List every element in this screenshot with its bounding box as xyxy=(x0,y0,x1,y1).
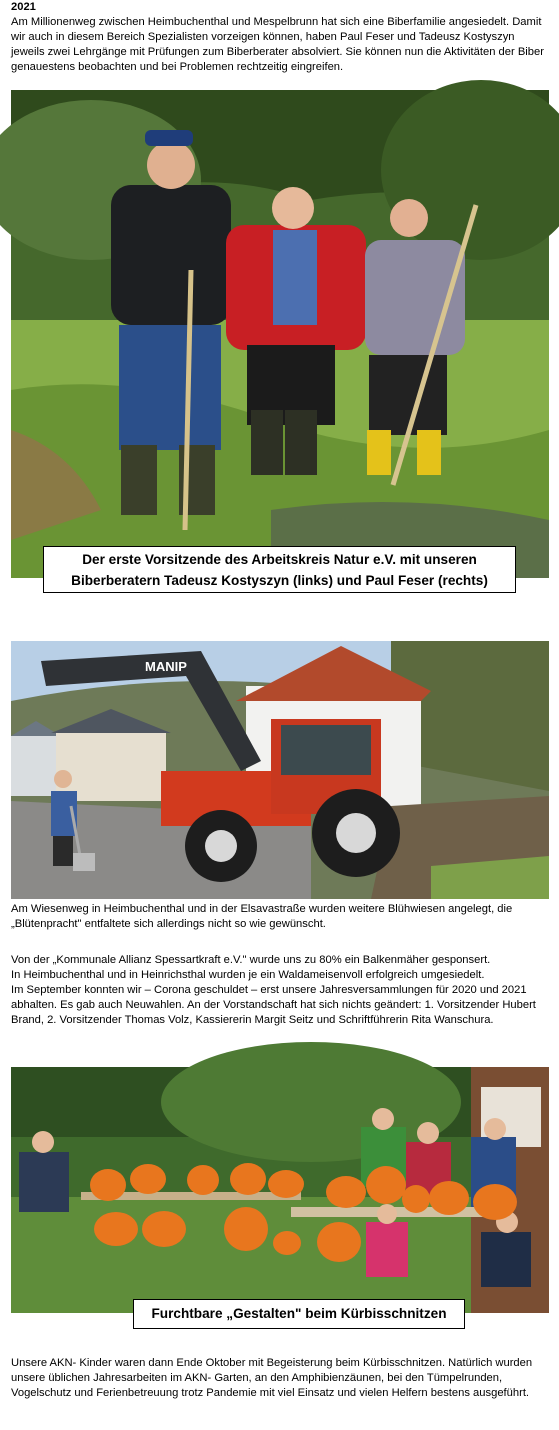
paragraph-line-mower: Von der „Kommunale Allianz Spessartkraft e.V." wurde uns zu 80% ein Balkenmäher gesponsert. xyxy=(11,954,491,966)
photo-tractor-image xyxy=(11,641,549,899)
photo-biberberater-image xyxy=(11,90,549,578)
photo1-caption-line1: Der erste Vorsitzende des Arbeitskreis Natur e.V. mit unseren xyxy=(82,552,477,567)
closing-paragraph: Unsere AKN- Kinder waren dann Ende Oktober mit Begeisterung beim Kürbisschnitzen. Natürlich wurden unsere üblichen Jahresarbeiten im AKN- Garten, an den Amphibienzäunen, bei den Tümpelrunden, Vogelschutz und Ferienbetreuung trotz Pandemie mit viel Einsatz und vielen Helfern bestens ausgeführt. xyxy=(11,1357,533,1399)
year-heading: 2021 xyxy=(11,1,36,13)
paragraph-line-elections: Im September konnten wir – Corona geschuldet – erst unsere Jahresversammlungen für 2020 und 2021 abhalten. Es gab auch Neuwahlen. An der Vorstandschaft hat sich nichts geändert: 1. Vorsitzender Hubert Brand, 2. Vorsitzender Thomas Volz, Kassiererin Margit Seitz und Schriftführerin Rita Wanschura. xyxy=(11,984,536,1026)
photo3-caption-box xyxy=(133,1299,465,1329)
photo-tractor xyxy=(11,641,549,899)
photo-pumpkins xyxy=(11,1067,549,1321)
photo1-caption-box xyxy=(43,546,516,593)
intro-paragraph: Am Millionenweg zwischen Heimbuchenthal und Mespelbrunn hat sich eine Biberfamilie angesiedelt. Damit wir auch in diesem Bereich Spezialisten vorzeigen können, haben Paul Feser und Tadeusz Kostyszyn jeweils zwei Lehrgänge mit Prüfungen zum Biberberater absolviert. Sie können nun die Aktivitäten der Biber genauestens beobachten und bei Problemen rechtzeitig eingreifen. xyxy=(11,16,544,73)
photo-biberberater xyxy=(11,90,549,588)
photo3-caption: Furchtbare „Gestalten" beim Kürbisschnitzen xyxy=(151,1306,447,1321)
photo2-caption: Am Wiesenweg in Heimbuchenthal und in der Elsavastraße wurden weitere Blühwiesen angelegt, die „Blütenpracht" entfaltete sich allerdings nicht so wie gewünscht. xyxy=(11,903,513,930)
paragraph-line-ants: In Heimbuchenthal und in Heinrichsthal wurden je ein Waldameisenvoll erfolgreich umgesiedelt. xyxy=(11,969,485,981)
paragraph-association-news xyxy=(11,953,551,1028)
loader-brand-label: MANIP xyxy=(145,659,187,674)
photo-pumpkins-image xyxy=(11,1067,549,1313)
photo1-caption-line2: Biberberatern Tadeusz Kostyszyn (links) und Paul Feser (rechts) xyxy=(71,573,488,588)
